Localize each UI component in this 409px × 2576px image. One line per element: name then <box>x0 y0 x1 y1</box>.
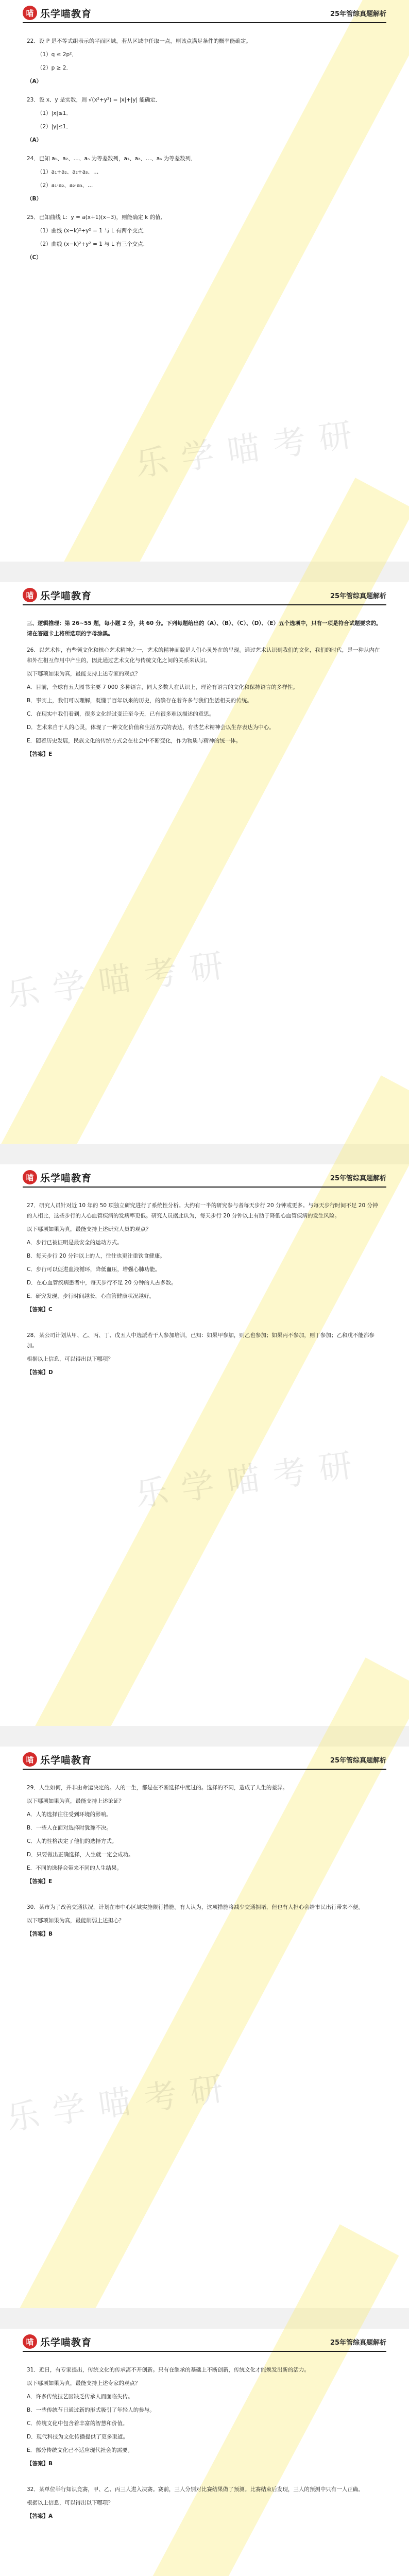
paragraph: （1）q ≤ 2p²． <box>37 52 77 58</box>
answer: 【答案】B <box>27 2461 53 2467</box>
cat-logo-icon: 喵 <box>23 588 37 602</box>
paragraph: 以下哪项如果为真，最能削弱上述担心？ <box>27 1918 124 1924</box>
option: E．部分传统文化已不适应现代社会的需要。 <box>27 2447 133 2453</box>
page-4 <box>0 1747 409 2308</box>
paragraph: 以下哪项如果为真，最能支持上述专家的观点？ <box>27 2380 141 2386</box>
paragraph: （1）曲线 (x−k)²+y² = 1 与 L 有两个交点． <box>37 228 149 234</box>
option: A．目前，全球有五大图书主要 7 000 多种语言，同大多数人在认识上，理论有语言的文化和保持语言的多样性。 <box>27 684 298 690</box>
answer: （B） <box>27 196 42 202</box>
paragraph: （2）p ≥ 2． <box>37 65 72 71</box>
paragraph: 26．以艺术性，有些领文化和核心艺术精神之一，艺术的精神面貌是人们心灵外在的呈现。通过艺术认识到我们的文化，我们的时代，是一种从内在和外在相互作用中产生的，因此通过艺术文化与传统文化之间的关系来认识。 <box>27 647 380 664</box>
brand-name: 乐学喵教育 <box>40 590 92 602</box>
paragraph: 根据以上信息，可以得出以下哪项？ <box>27 2500 113 2506</box>
watermark-text: 乐学喵考研 <box>4 2067 239 2138</box>
watermark-text: 乐学喵考研 <box>132 414 368 484</box>
option: E．不同的选择会带来不同的人生结果。 <box>27 1865 123 1871</box>
header-title: 25年管综真题解析 <box>330 1174 386 1182</box>
brand <box>23 1170 92 1184</box>
question-content <box>27 1200 382 1381</box>
paragraph: 30．某市为了改善交通状况，计划在市中心区域实施限行措施。有人认为，这项措施将减少交通拥堵，但也有人担心会给市民出行带来不便。 <box>27 1904 364 1910</box>
paragraph: 23．设 x、y 是实数，则 √(x²+y²) = |x|+|y| 能确定． <box>27 97 161 103</box>
answer: 【答案】C <box>27 1307 53 1313</box>
paragraph: （2）曲线 (x−k)²+y² = 1 与 L 有三个交点． <box>37 241 149 247</box>
brand <box>23 588 92 602</box>
question-content <box>27 1783 382 1942</box>
option: D．艺术来自于人的心灵，体现了一种文化价值和生活方式的表达，有些艺术精神会以生存表达为中心。 <box>27 724 275 731</box>
page-3 <box>0 1164 409 1726</box>
header-title: 25年管综真题解析 <box>330 10 386 18</box>
page-header <box>23 2333 386 2350</box>
page-header <box>23 4 386 22</box>
question-content <box>27 36 382 266</box>
paragraph: 25．已知曲线 L：y = a(x+1)(x−3)，则能确定 k 的值． <box>27 214 166 221</box>
option: C．传统文化中包含着丰富的智慧和价值。 <box>27 2420 128 2427</box>
option: B．事实上，我们可以理解，既懂于百年以来的历史，的确存在着许多与我们生活相关的传统。 <box>27 698 252 704</box>
cat-logo-icon: 喵 <box>23 2334 37 2349</box>
page-header <box>23 1751 386 1768</box>
brand-name: 乐学喵教育 <box>40 1754 92 1766</box>
brand <box>23 6 92 20</box>
option: D．只要做出正确选择，人生就一定会成功。 <box>27 1852 134 1858</box>
header-divider <box>23 604 386 605</box>
answer: （A） <box>27 137 42 143</box>
paragraph: 32．某单位举行知识竞赛，甲、乙、丙三人进入决赛。赛前，三人分别对比赛结果做了预测。比赛结束后发现，三人的预测中只有一人正确。 <box>27 2486 364 2493</box>
header-divider <box>23 22 386 23</box>
option: A．步行已被证明是最安全的运动方式。 <box>27 1240 123 1246</box>
paragraph: （1）|x|≤1． <box>37 110 72 116</box>
answer: 【答案】A <box>27 2513 53 2519</box>
section-intro: 三、逻辑推理：第 26~55 题，每小题 2 分，共 60 分。下列每题给出的（A）、（B）、（C）、（D）、（E）五个选项中，只有一项是符合试题要求的。请在答题卡上将所选项的字母涂黑。 <box>27 620 382 637</box>
brand-name: 乐学喵教育 <box>40 1172 92 1184</box>
option: A．许多传统技艺因缺乏传承人而面临失传。 <box>27 2394 133 2400</box>
watermark-stripe <box>0 478 409 1191</box>
option: C．在现实中我们看到，很多文化经过变迁至今天，已有很多难以描述的意思。 <box>27 711 215 717</box>
option: D．现代科技为文化传播提供了更多渠道。 <box>27 2434 129 2440</box>
paragraph: （2）a₁·a₂、a₂·a₃、… <box>37 182 93 189</box>
question-content <box>27 2365 382 2524</box>
page-header <box>23 1168 386 1186</box>
option: B．一些传统节日通过新的形式吸引了年轻人的参与。 <box>27 2407 155 2413</box>
answer: 【答案】B <box>27 1931 53 1937</box>
cat-logo-icon: 喵 <box>23 1170 37 1184</box>
paragraph: （1）a₁+a₂、a₂+a₃、… <box>37 169 99 175</box>
answer: 【答案】D <box>27 1369 53 1376</box>
paragraph: （2）|y|≤1． <box>37 124 72 130</box>
answer: （C） <box>27 255 42 261</box>
paragraph: 31．近日，有专家提出，传统文化的传承离不开创新。只有在继承的基础上不断创新，传统文化才能焕发出新的活力。 <box>27 2367 310 2373</box>
header-title: 25年管综真题解析 <box>330 1756 386 1765</box>
option: C．步行可以促进血液循环，降低血压，增强心肺功能。 <box>27 1266 161 1273</box>
paragraph: 以下哪项如果为真，最能支持上述专家的观点？ <box>27 671 141 677</box>
header-divider <box>23 2351 386 2352</box>
header-divider <box>23 1187 386 1188</box>
watermark-text: 乐学喵考研 <box>4 944 239 1015</box>
page-5 <box>0 2329 409 2576</box>
cat-logo-icon: 喵 <box>23 1752 37 1767</box>
option: C．人的性格决定了他们的选择方式。 <box>27 1838 117 1844</box>
option: B．每天步行 20 分钟以上的人，往往也更注重饮食健康。 <box>27 1253 165 1259</box>
paragraph: 29．人生如何，并非由命运决定的。人的一生，都是在不断选择中度过的。选择的不同，造成了人生的差异。 <box>27 1785 288 1791</box>
option: E．随着历史发展，民族文化的传统方式会在社会中不断变化，作为物质与精神的统一体。 <box>27 738 242 744</box>
paragraph: 以下哪项如果为真，最能支持上述研究人员的观点？ <box>27 1226 151 1232</box>
page-header <box>23 586 386 604</box>
brand <box>23 2334 92 2349</box>
answer: （A） <box>27 78 42 84</box>
paragraph: 22．设 P 是不等式组表示的平面区域，若从区域中任取一点，则该点满足条件的概率能确定。 <box>27 38 251 44</box>
paragraph: 27．研究人员针对近 10 年的 50 项独立研究进行了系统性分析。大约有一半的研究参与者每天步行 20 分钟或更多。与每天步行时间不足 20 分钟的人相比，这些步行的人心血管疾病的发病率更低。研究人员据此认为，每天步行 20 分钟以上有助于降低心血管疾病的发生风险。 <box>27 1202 378 1219</box>
paragraph: 24．已知 a₁、a₂、…、aₙ 为等差数列，a₁、a₂、…、aₙ 为等差数列． <box>27 156 196 162</box>
answer: 【答案】E <box>27 1878 53 1885</box>
option: A．人的选择往往受到环境的影响。 <box>27 1811 112 1818</box>
header-title: 25年管综真题解析 <box>330 2338 386 2347</box>
option: E．研究发现，步行时间越长，心血管健康状况越好。 <box>27 1293 155 1299</box>
page-1 <box>0 0 409 562</box>
paragraph: 根据以上信息，可以得出以下哪项？ <box>27 1356 113 1362</box>
brand-name: 乐学喵教育 <box>40 8 92 20</box>
option: B．一些人在面对选择时犹豫不决。 <box>27 1825 112 1831</box>
question-content <box>27 618 382 762</box>
answer: 【答案】E <box>27 751 53 757</box>
paragraph: 28．某公司计划从甲、乙、丙、丁、戊五人中选派若干人参加培训，已知：如果甲参加，则乙也参加；如果丙不参加，则丁参加；乙和戊不能都参加。 <box>27 1332 374 1349</box>
header-divider <box>23 1769 386 1770</box>
paragraph: 以下哪项如果为真，最能支持上述论证？ <box>27 1798 124 1804</box>
header-title: 25年管综真题解析 <box>330 592 386 600</box>
page-2 <box>0 582 409 1144</box>
watermark-text: 乐学喵考研 <box>132 1444 368 1515</box>
brand-name: 乐学喵教育 <box>40 2336 92 2348</box>
brand <box>23 1752 92 1767</box>
cat-logo-icon: 喵 <box>23 6 37 20</box>
option: D．在心血管疾病患者中，每天步行不足 20 分钟的人占多数。 <box>27 1280 177 1286</box>
